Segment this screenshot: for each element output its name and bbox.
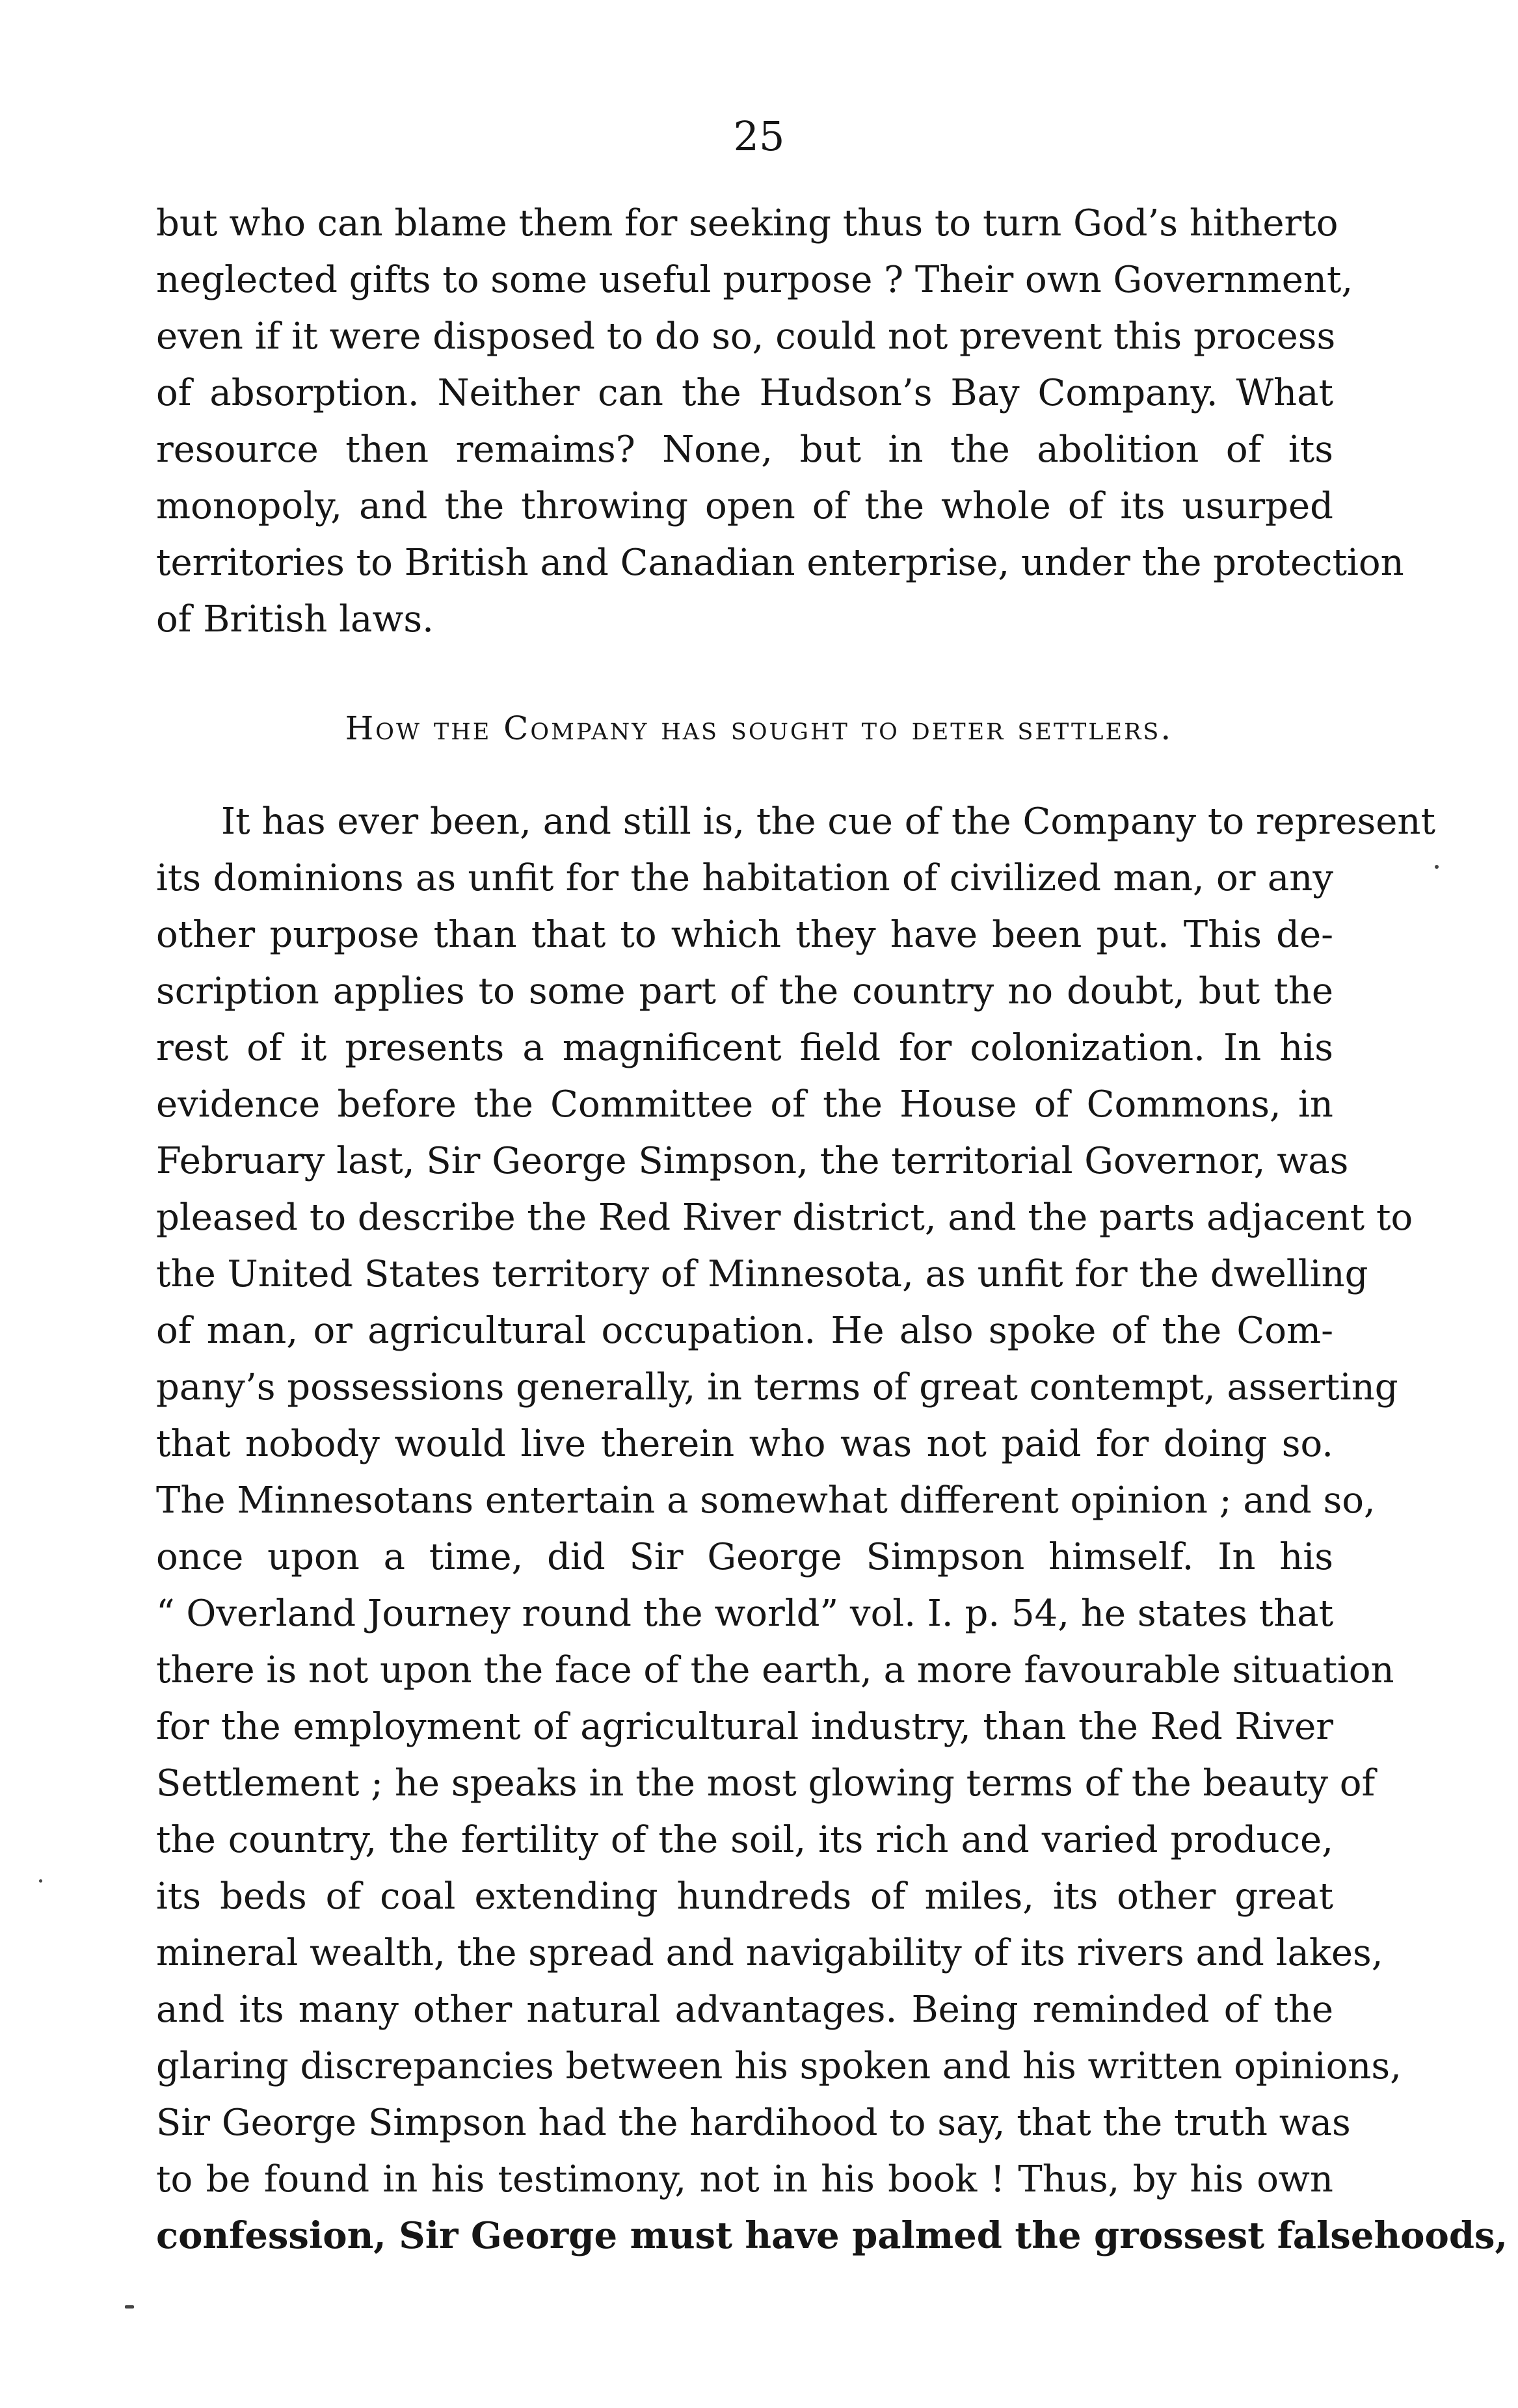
text-line: for the employment of agricultural industry, than the Red River [156, 1706, 1333, 1748]
text-line: of man, or agricultural occupation. He also spoke of the Com- [156, 1310, 1333, 1352]
text-line: confession, Sir George must have palmed the grossest falsehoods, [156, 2214, 1508, 2257]
text-line: Sir George Simpson had the hardihood to say, that the truth was [156, 2102, 1351, 2144]
text-line: even if it were disposed to do so, could not prevent this process [156, 315, 1336, 358]
text-line: once upon a time, did Sir George Simpson himself. In his [156, 1536, 1333, 1578]
text-line: evidence before the Committee of the House of Commons, in [156, 1083, 1333, 1126]
section-heading: How the Company has sought to deter settlers. [345, 709, 1173, 747]
text-line: rest of it presents a magnificent field for colonization. In his [156, 1027, 1333, 1069]
intro-paragraph [156, 195, 1404, 648]
ink-speck [1435, 865, 1439, 869]
text-line: February last, Sir George Simpson, the territorial Governor, was [156, 1140, 1349, 1182]
text-line: “ Overland Journey round the world” vol. I. p. 54, he states that [156, 1593, 1334, 1635]
text-line: territories to British and Canadian enterprise, under the protection [156, 542, 1404, 584]
ink-speck [39, 1879, 42, 1883]
text-line: of British laws. [156, 598, 434, 641]
text-line: the United States territory of Minnesota, as unfit for the dwelling [156, 1253, 1368, 1295]
text-line: its dominions as unfit for the habitation of civilized man, or any [156, 857, 1333, 899]
text-line: Settlement ; he speaks in the most glowing terms of the beauty of [156, 1762, 1376, 1805]
ink-speck [125, 2305, 134, 2309]
text-line: mineral wealth, the spread and navigability of its rivers and lakes, [156, 1932, 1383, 1974]
body-paragraph [156, 793, 1508, 2264]
text-line: and its many other natural advantages. Being reminded of the [156, 1989, 1333, 2031]
text-line: The Minnesotans entertain a somewhat different opinion ; and so, [156, 1479, 1376, 1522]
text-line: scription applies to some part of the country no doubt, but the [156, 970, 1333, 1012]
text-line: glaring discrepancies between his spoken and his written opinions, [156, 2045, 1402, 2087]
text-line: but who can blame them for seeking thus to turn God’s hitherto [156, 202, 1338, 245]
page-number: 25 [733, 112, 785, 160]
text-line: of absorption. Neither can the Hudson’s Bay Company. What [156, 372, 1333, 414]
text-line: resource then remaims? None, but in the abolition of its [156, 429, 1333, 471]
text-line: to be found in his testimony, not in his book ! Thus, by his own [156, 2158, 1333, 2201]
text-line: neglected gifts to some useful purpose ? Their own Government, [156, 259, 1353, 301]
text-line: pany’s possessions generally, in terms of great contempt, asserting [156, 1366, 1398, 1409]
text-line: there is not upon the face of the earth, a more favourable situation [156, 1649, 1394, 1691]
text-line: It has ever been, and still is, the cue of the Company to represent [221, 800, 1436, 843]
text-line: pleased to describe the Red River district, and the parts adjacent to [156, 1197, 1413, 1239]
text-line: that nobody would live therein who was not paid for doing so. [156, 1423, 1333, 1465]
text-line: other purpose than that to which they have been put. This de- [156, 914, 1333, 956]
text-line: monopoly, and the throwing open of the whole of its usurped [156, 485, 1333, 527]
text-line: the country, the fertility of the soil, its rich and varied produce, [156, 1819, 1333, 1861]
text-line: its beds of coal extending hundreds of miles, its other great [156, 1875, 1333, 1918]
